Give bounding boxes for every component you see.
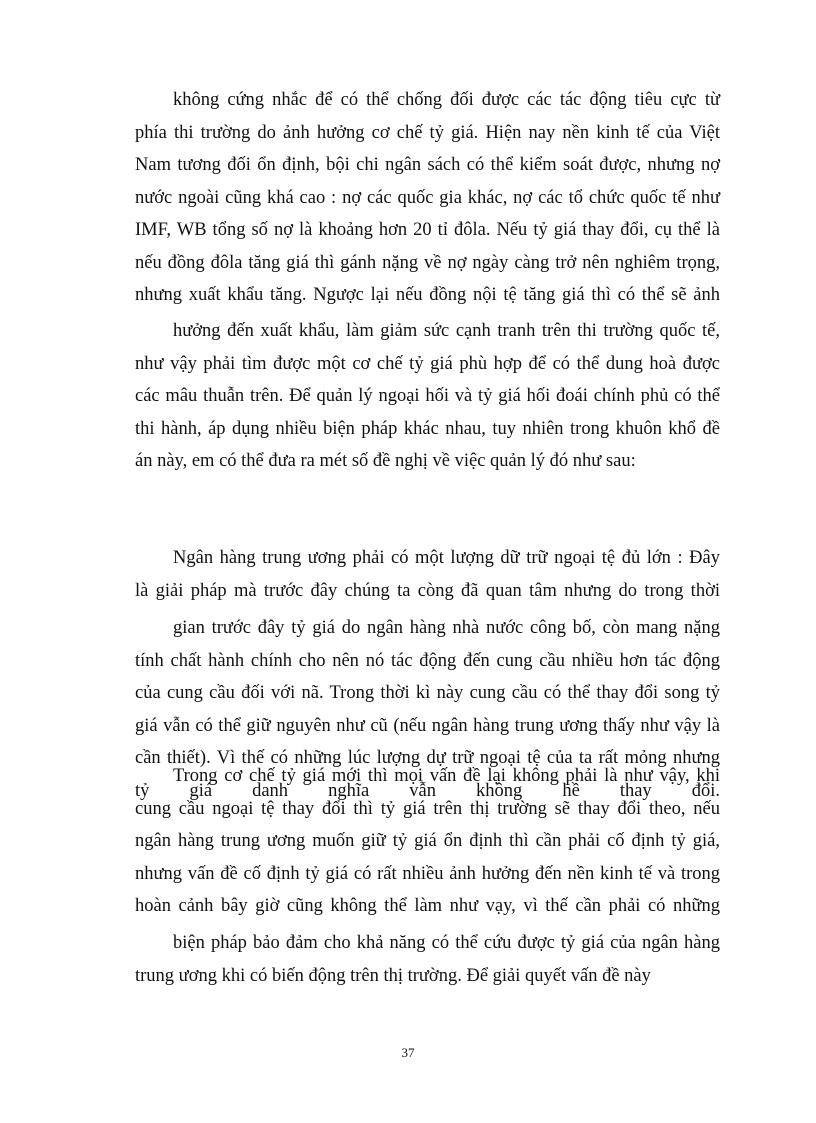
text-line: IMF, WB tổng số nợ là khoảng hơn 20 tỉ đôla. Nếu tỷ giá thay đổi, cụ thể là xyxy=(135,220,720,240)
text-line: nhưng xuất khẩu tăng. Ngược lại nếu đồng nội tệ tăng giá thì có thể sẽ ảnh xyxy=(135,285,720,305)
text-line: cần thiết). Vì thế có những lúc lượng dự trữ ngoại tệ của ta rất mỏng nhưng xyxy=(135,748,720,768)
text-line: cung cầu ngoại tệ thay đổi thì tỷ giá trên thị trường sẽ thay đổi theo, nếu xyxy=(135,798,720,819)
text-line: Nam tương đối ổn định, bội chi ngân sách có thể kiểm soát được, nhưng nợ xyxy=(135,155,720,175)
text-line: của cung cầu đối với nã. Trong thời kì này cung cầu có thể thay đổi song tỷ xyxy=(135,683,720,703)
text-line: các mâu thuẫn trên. Để quản lý ngoại hối và tỷ giá hối đoái chính phủ có thể xyxy=(135,386,720,406)
text-line: tỷ giá danh nghĩa vẫn không hề thay đổi. xyxy=(135,780,720,801)
text-line: án này, em có thể đưa ra mét số đề nghị về việc quản lý đó như sau: xyxy=(135,451,636,471)
text-line: nếu đồng đôla tăng giá thì gánh nặng về nợ ngày càng trở nên nghiêm trọng, xyxy=(135,252,720,273)
text-line: gian trước đây tỷ giá do ngân hàng nhà nước công bố, còn mang nặng xyxy=(173,618,720,638)
paragraph-management-measures xyxy=(135,315,720,478)
paragraph-exchange-rate-intro xyxy=(135,84,720,312)
text-line: như vậy phải tìm được một cơ chế tỷ giá phù hợp để có thể dung hoà được xyxy=(135,353,720,374)
text-line: Trong cơ chế tỷ giá mới thì mọi vấn đề lại không phải là như vậy, khi xyxy=(173,766,720,786)
text-line: trung ương khi có biến động trên thị trường. Để giải quyết vấn đề này xyxy=(135,965,651,986)
paragraph-foreign-reserves xyxy=(135,542,720,607)
text-line: không cứng nhắc để có thể chống đối được các tác động tiêu cực từ xyxy=(173,90,720,110)
paragraph-new-mechanism xyxy=(135,760,720,923)
text-line: hưởng đến xuất khẩu, làm giảm sức cạnh tranh trên thi trường quốc tế, xyxy=(173,321,720,341)
page-number: 37 xyxy=(401,1045,415,1060)
text-line: nước ngoài cũng khá cao : nợ các quốc gia khác, nợ các tổ chức quốc tế như xyxy=(135,187,720,208)
text-line: hoàn cảnh bây giờ cũng không thể làm như vạy, vì thế cần phải có những xyxy=(135,896,720,916)
text-line: ngân hàng trung ương muốn giữ tỷ giá ổn định thì cần phải cố định tỷ giá, xyxy=(135,831,720,851)
text-line: nhưng vấn đề cố định tỷ giá có rất nhiều ảnh hưởng đến nền kinh tế và trong xyxy=(135,863,720,884)
text-line: phía thi trường do ảnh hưởng cơ chế tỷ giá. Hiện nay nền kinh tế của Việt xyxy=(135,122,720,143)
paragraph-safeguard-measures xyxy=(135,927,720,992)
text-line: thi hành, áp dụng nhiều biện pháp khác nhau, tuy nhiên trong khuôn khổ đề xyxy=(135,418,720,439)
text-line: Ngân hàng trung ương phải có một lượng dữ trữ ngoại tệ đủ lớn : Đây xyxy=(173,548,720,568)
text-line: tính chất hành chính cho nên nó tác động đến cung cầu nhiều hơn tác động xyxy=(135,650,720,671)
text-line: giá vẫn có thể giữ nguyên như cũ (nếu ngân hàng trung ương thấy như vậy là xyxy=(135,715,720,736)
text-line: biện pháp bảo đảm cho khả năng có thể cứu được tỷ giá của ngân hàng xyxy=(173,933,720,953)
text-line: là giải pháp mà trước đây chúng ta còng đã quan tâm nhưng do trong thời xyxy=(135,580,720,601)
